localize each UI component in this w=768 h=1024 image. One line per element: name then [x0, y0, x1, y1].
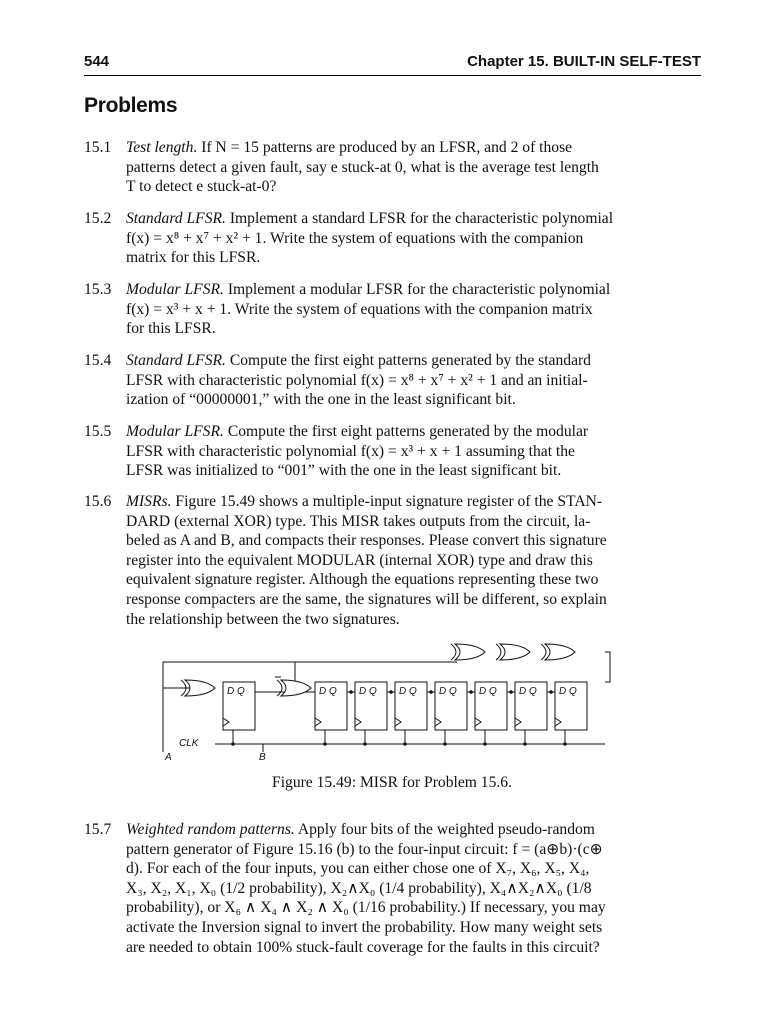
flip-flop-label: D Q [227, 686, 245, 697]
problem-line: ization of “00000001,” with the one in the least significant bit. [126, 391, 516, 409]
problem-line: for this LFSR. [126, 320, 216, 338]
flip-flop-chain [223, 682, 587, 746]
problem-number: 15.1 [84, 139, 112, 156]
flip-flop-label: D Q [519, 686, 537, 697]
problem-15-6 [84, 492, 700, 629]
section-title: Problems [84, 94, 178, 117]
tap-junction [549, 690, 553, 694]
problem-line: patterns detect a given fault, say e stuck-at 0, what is the average test length [126, 158, 599, 176]
problem-number: 15.5 [84, 423, 112, 440]
problem-line: matrix for this LFSR. [126, 249, 261, 267]
tap-junction [389, 690, 393, 694]
problem-title: Standard LFSR. [126, 210, 226, 227]
problem-title: MISRs. [126, 493, 172, 510]
problem-line: Implement a modular LFSR for the characteristic polynomial [227, 281, 611, 298]
problem-line: LFSR was initialized to “001” with the one in the least significant bit. [126, 462, 562, 480]
problem-line: are needed to obtain 100% stuck-fault coverage for the faults in this circuit? [126, 938, 600, 956]
problem-title: Modular LFSR. [126, 281, 224, 298]
flip-flop-label: D Q [319, 686, 337, 697]
problem-line: Compute the first eight patterns generated by the standard [229, 352, 591, 369]
tap-junction [429, 690, 433, 694]
problem-15-4 [84, 351, 700, 410]
problem-line: the relationship between the two signatures. [126, 610, 400, 628]
header-rule [84, 75, 701, 76]
problem-line: d). For each of the four inputs, you can either chose one of X₇, X₆, X₅, X₄, [126, 860, 590, 878]
problem-number: 15.4 [84, 352, 112, 369]
flip-flop-label: D Q [439, 686, 457, 697]
input-b-label: B [259, 752, 266, 763]
problem-line: DARD (external XOR) type. This MISR takes outputs from the circuit, la- [126, 512, 591, 530]
problem-line: X₃, X₂, X₁, X₀ (1/2 probability), X₂∧X₀ (1/4 probability), X₄∧X₂∧X₀ (1/8 [126, 879, 592, 897]
problem-15-1 [84, 138, 700, 197]
problem-15-2 [84, 209, 700, 268]
problem-line: activate the Inversion signal to invert the probability. How many weight sets [126, 918, 603, 936]
flip-flop-label: D Q [399, 686, 417, 697]
problem-line: LFSR with characteristic polynomial f(x) = x⁸ + x⁷ + x² + 1 and an initial- [126, 371, 588, 389]
flip-flop-label: D Q [479, 686, 497, 697]
misr-circuit-diagram [155, 632, 615, 764]
problem-line: LFSR with characteristic polynomial f(x) = x³ + x + 1 assuming that the [126, 442, 575, 460]
flip-flop-label: D Q [559, 686, 577, 697]
problem-line: T to detect e stuck-at-0? [126, 178, 277, 196]
problem-line: pattern generator of Figure 15.16 (b) to the four-input circuit: f = (a⊕b)·(c⊕ [126, 840, 603, 858]
problem-line: Implement a standard LFSR for the characteristic polynomial [229, 210, 614, 227]
flip-flop-label: D Q [359, 686, 377, 697]
xor-gate-feedback-3 [541, 644, 575, 660]
figure-caption: Figure 15.49: MISR for Problem 15.6. [272, 774, 512, 791]
tap-junction [349, 690, 353, 694]
problem-number: 15.2 [84, 210, 112, 227]
input-a-label: A [165, 752, 172, 763]
chapter-title: Chapter 15. BUILT-IN SELF-TEST [467, 53, 701, 70]
problem-number: 15.3 [84, 281, 112, 298]
problem-line: Figure 15.49 shows a multiple-input signature register of the STAN- [175, 493, 603, 510]
problem-line: register into the equivalent MODULAR (internal XOR) type and draw this [126, 551, 593, 569]
clk-label: CLK [179, 738, 199, 749]
problem-15-7 [84, 820, 700, 957]
problem-title: Weighted random patterns. [126, 821, 295, 838]
page-number: 544 [84, 53, 110, 70]
problem-line: equivalent signature register. Although the equations representing these two [126, 571, 599, 589]
tap-junction [509, 690, 513, 694]
problem-title: Standard LFSR. [126, 352, 226, 369]
xor-gate-feedback-1 [451, 644, 485, 660]
page-header [84, 53, 701, 75]
problem-number: 15.6 [84, 493, 112, 510]
problem-line: f(x) = x³ + x + 1. Write the system of equations with the companion matrix [126, 300, 593, 318]
problem-line: beled as A and B, and compacts their responses. Please convert this signature [126, 532, 607, 550]
problem-line: If N = 15 patterns are produced by an LFSR, and 2 of those [201, 139, 573, 156]
problem-line: Apply four bits of the weighted pseudo-random [297, 821, 595, 838]
problem-15-3 [84, 280, 700, 339]
problem-title: Modular LFSR. [126, 423, 224, 440]
problem-number: 15.7 [84, 821, 112, 838]
problem-line: response compacters are the same, the signatures will be different, so explain [126, 590, 607, 608]
problem-title: Test length. [126, 139, 198, 156]
tap-junction [469, 690, 473, 694]
xor-gate-feedback-2 [496, 644, 530, 660]
xor-gate-input-a [181, 680, 215, 696]
problem-15-5 [84, 422, 700, 481]
problem-line: probability), or X₆ ∧ X₄ ∧ X₂ ∧ X₀ (1/16 probability.) If necessary, you may [126, 899, 606, 917]
xor-gate-input-b [277, 680, 311, 696]
problem-line: Compute the first eight patterns generated by the modular [227, 423, 589, 440]
problem-line: f(x) = x⁸ + x⁷ + x² + 1. Write the system of equations with the companion [126, 229, 584, 247]
